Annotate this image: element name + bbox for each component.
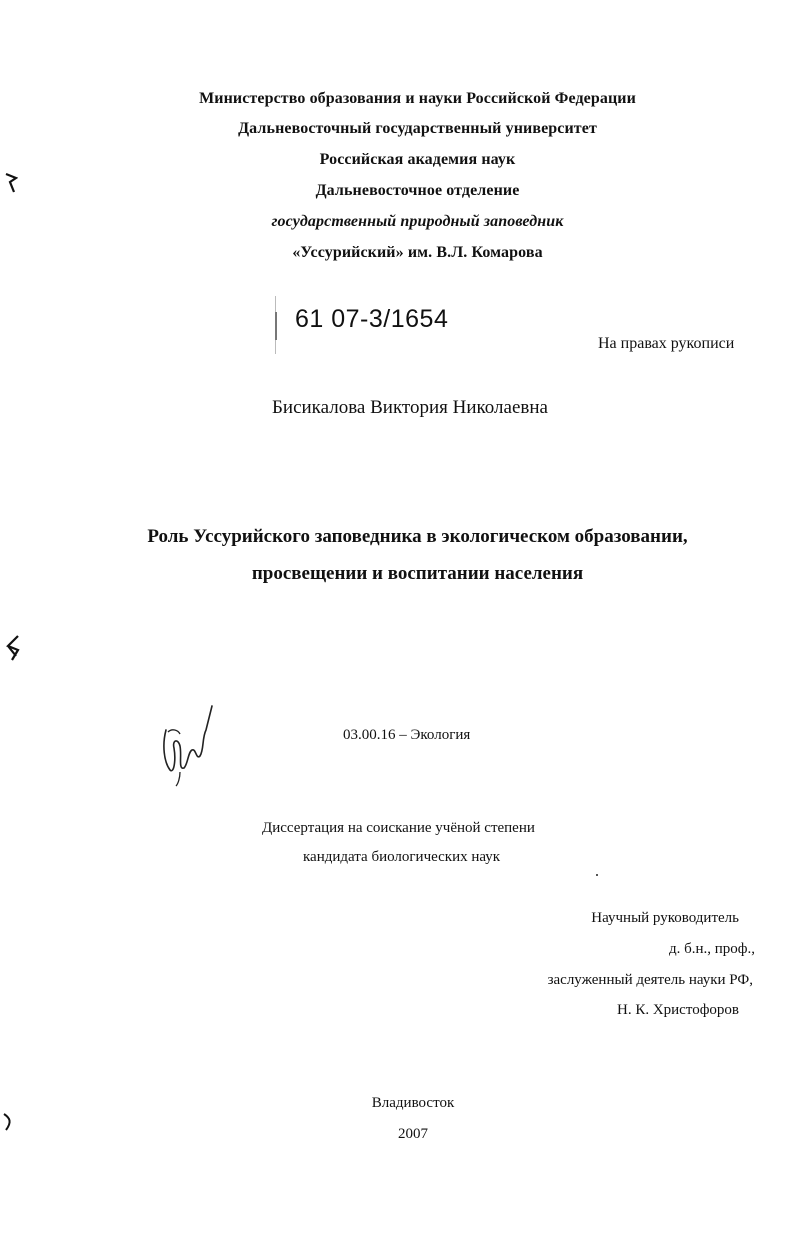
scan-margin-tick [275,312,277,340]
binding-mark-bottom [2,1112,14,1132]
handwritten-signature [158,700,218,790]
header-reserve-name: «Уссурийский» им. В.Л. Комарова [292,244,543,261]
supervisor-role: Научный руководитель [591,910,739,926]
supervisor-name: Н. К. Христофоров [616,1002,739,1018]
year: 2007 [398,1126,428,1142]
header-ministry: Министерство образования и науки Российской Федерации [199,90,636,107]
degree-line-2: кандидата биологических наук [303,849,501,865]
header-branch: Дальневосточное отделение [315,182,520,199]
supervisor-honor: заслуженный деятель науки РФ, [547,972,753,988]
degree-line-1: Диссертация на соискание учёной степени [262,820,535,836]
header-reserve: государственный природный заповедник [271,213,564,230]
binding-mark-top [4,170,18,196]
rights-note: На правах рукописи [598,335,735,352]
header-university: Дальневосточный государственный университет [238,120,597,137]
supervisor-degree: д. б.н., проф., [668,941,755,957]
thesis-title-line-2: просвещении и воспитании населения [251,563,584,584]
author-name: Бисикалова Виктория Николаевна [272,397,548,418]
scan-speck [596,874,598,876]
binding-mark-middle [4,634,22,664]
thesis-title-line-1: Роль Уссурийского заповедника в экологическом образовании, [147,526,688,547]
specialty-code: 03.00.16 – Экология [343,727,471,743]
document-number: 61 07-3/1654 [295,305,449,333]
header-academy: Российская академия наук [319,151,516,168]
city: Владивосток [371,1095,455,1111]
